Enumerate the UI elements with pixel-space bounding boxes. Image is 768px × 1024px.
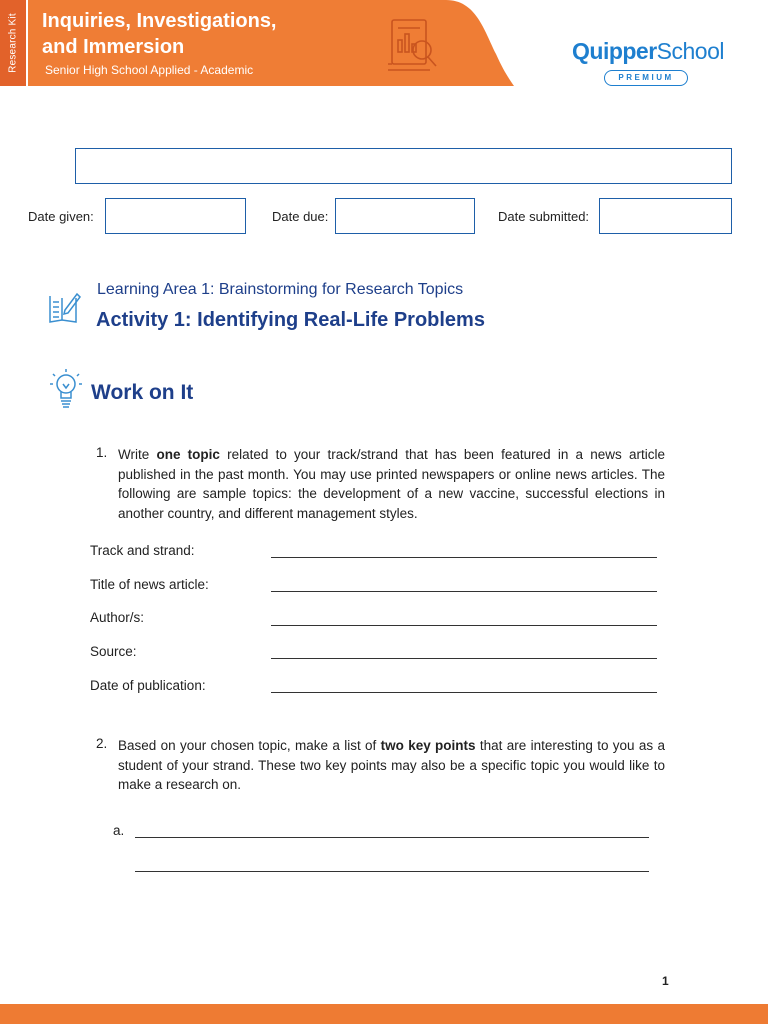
name-field[interactable]	[75, 148, 732, 184]
section-title: Work on It	[91, 381, 194, 404]
page-number: 1	[662, 974, 669, 988]
date-submitted-field[interactable]	[599, 198, 732, 234]
item-1-number: 1.	[96, 445, 108, 460]
date-due-label: Date due:	[272, 209, 329, 224]
item-2-number: 2.	[96, 736, 108, 751]
answer-a-line-2[interactable]	[135, 871, 649, 872]
field-label-title: Title of news article:	[90, 577, 209, 592]
date-given-field[interactable]	[105, 198, 246, 234]
notebook-pen-icon	[46, 290, 82, 331]
side-tab-label: Research Kit	[7, 13, 19, 73]
date-given-label: Date given:	[28, 209, 94, 224]
course-subtitle: Senior High School Applied - Academic	[45, 63, 254, 77]
item-2-text: Based on your chosen topic, make a list of two key points that are interesting to you as a student of your strand. These two key points may also be a specific topic you would like to make a research on.	[118, 738, 665, 792]
field-line-source[interactable]	[271, 658, 657, 659]
course-title: Inquiries, Investigations, and Immersion	[42, 10, 277, 58]
date-submitted-label: Date submitted:	[498, 209, 590, 224]
date-due-field[interactable]	[335, 198, 475, 234]
field-label-track: Track and strand:	[90, 543, 195, 558]
field-line-author[interactable]	[271, 625, 657, 626]
header-banner	[28, 0, 514, 86]
field-line-title[interactable]	[271, 591, 657, 592]
learning-area-title: Learning Area 1: Brainstorming for Research Topics	[97, 281, 464, 298]
quipper-school-logo	[572, 38, 722, 88]
item-1-text: Write one topic related to your track/strand that has been featured in a news article published in the past month. You may use printed newspapers or online news articles. The following are sample topics: the development of a new vaccine, successful elections in another country, and different management styles.	[118, 447, 665, 521]
field-label-source: Source:	[90, 644, 137, 659]
field-line-track[interactable]	[271, 557, 657, 558]
premium-badge: PREMIUM	[604, 70, 688, 86]
field-label-date-publication: Date of publication:	[90, 678, 206, 693]
field-label-author: Author/s:	[90, 610, 145, 625]
activity-title: Activity 1: Identifying Real-Life Problems	[96, 309, 485, 331]
side-tab	[0, 0, 26, 86]
answer-a-line-1[interactable]	[135, 837, 649, 838]
answer-a-label: a.	[113, 823, 125, 838]
field-line-date-publication[interactable]	[271, 692, 657, 693]
footer-bar	[0, 1004, 768, 1024]
logo-wordmark: QuipperSchool	[572, 38, 724, 64]
lightbulb-icon	[48, 368, 84, 415]
